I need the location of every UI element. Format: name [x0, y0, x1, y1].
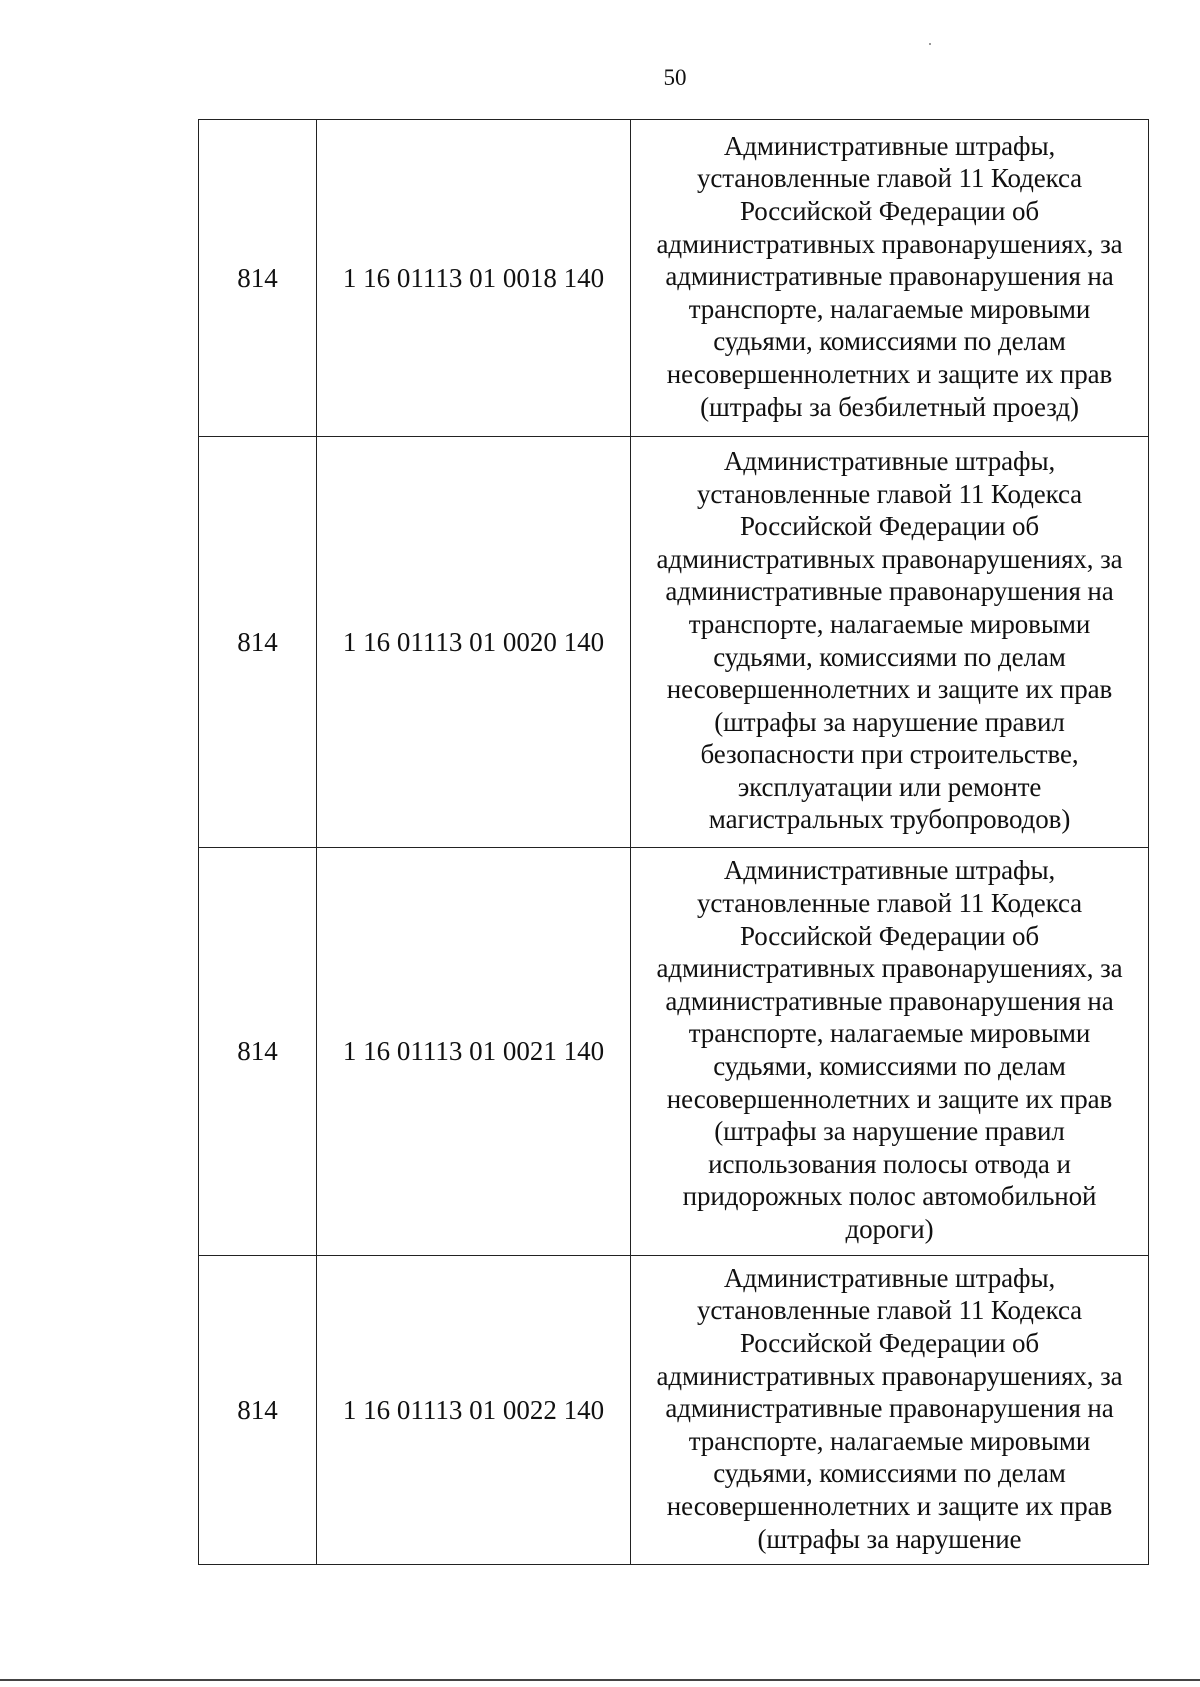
description-line: Российской Федерации об: [739, 511, 1039, 542]
description-line: безопасности при строительстве,: [700, 739, 1079, 770]
bottom-edge-rule: [0, 1679, 1200, 1681]
description-cell: [631, 848, 1149, 1256]
description-line: несовершеннолетних и защите их прав: [666, 1083, 1113, 1114]
description-line: административные правонарушения на: [665, 1393, 1114, 1424]
description-line: несовершеннолетних и защите их прав: [666, 358, 1113, 389]
description-line: придорожных полос автомобильной: [682, 1181, 1097, 1212]
description-line: административных правонарушениях, за: [656, 228, 1123, 259]
admin-code-cell: 814: [199, 437, 317, 848]
fines-table: [198, 119, 1149, 1565]
description-line: Российской Федерации об: [739, 1328, 1039, 1359]
admin-code-cell: 814: [199, 1256, 317, 1565]
description-line: административные правонарушения на: [665, 261, 1114, 292]
scan-speck: [929, 43, 931, 45]
description-line: Российской Федерации об: [739, 196, 1039, 227]
admin-code-cell: 814: [199, 848, 317, 1256]
description-line: судьями, комиссиями по делам: [713, 641, 1066, 672]
description-line: судьями, комиссиями по делам: [713, 326, 1066, 357]
description-line: (штрафы за нарушение правил: [714, 706, 1065, 737]
kbk-code-cell: 1 16 01113 01 0020 140: [317, 437, 631, 848]
description-line: Административные штрафы,: [723, 855, 1056, 886]
description-line: транспорте, налагаемые мировыми: [688, 293, 1091, 324]
description-line: магистральных трубопроводов): [708, 804, 1071, 835]
description-line: административные правонарушения на: [665, 985, 1114, 1016]
page-number: 50: [663, 65, 687, 90]
description-line: несовершеннолетних и защите их прав: [666, 1490, 1113, 1521]
description-text: [631, 440, 1148, 844]
description-line: судьями, комиссиями по делам: [713, 1458, 1066, 1489]
description-line: дороги): [845, 1213, 934, 1244]
description-cell: [631, 437, 1149, 848]
kbk-code-cell: 1 16 01113 01 0018 140: [317, 120, 631, 437]
admin-code-cell: 814: [199, 120, 317, 437]
description-line: административных правонарушениях, за: [656, 543, 1123, 574]
table-row: [199, 848, 1149, 1256]
description-line: использования полосы отвода и: [708, 1148, 1071, 1179]
description-line: судьями, комиссиями по делам: [713, 1051, 1066, 1081]
description-line: Административные штрафы,: [723, 130, 1056, 161]
description-line: административных правонарушениях, за: [656, 953, 1123, 984]
description-line: несовершеннолетних и защите их прав: [666, 674, 1113, 705]
description-line: Российской Федерации об: [739, 920, 1039, 951]
description-line: транспорте, налагаемые мировыми: [688, 608, 1091, 639]
description-line: установленные главой 11 Кодекса: [696, 163, 1083, 194]
description-line: Административные штрафы,: [723, 445, 1056, 476]
description-line: установленные главой 11 Кодекса: [696, 1295, 1083, 1326]
description-line: установленные главой 11 Кодекса: [696, 478, 1083, 509]
description-cell: [631, 120, 1149, 437]
description-line: эксплуатации или ремонте: [737, 771, 1042, 802]
description-line: административные правонарушения на: [665, 576, 1114, 607]
description-line: (штрафы за нарушение: [757, 1523, 1022, 1554]
description-line: установленные главой 11 Кодекса: [696, 888, 1083, 919]
table-row: [199, 1256, 1149, 1565]
kbk-code-cell: 1 16 01113 01 0021 140: [317, 848, 631, 1256]
description-text: [631, 1257, 1148, 1563]
description-text: [631, 125, 1148, 431]
kbk-code-cell: 1 16 01113 01 0022 140: [317, 1256, 631, 1565]
description-line: транспорте, налагаемые мировыми: [688, 1018, 1091, 1049]
description-line: (штрафы за нарушение правил: [714, 1116, 1065, 1147]
description-line: административных правонарушениях, за: [656, 1360, 1123, 1391]
description-line: транспорте, налагаемые мировыми: [688, 1425, 1091, 1456]
table-row: [199, 437, 1149, 848]
description-line: (штрафы за безбилетный проезд): [700, 391, 1079, 422]
description-cell: [631, 1256, 1149, 1565]
description-line: Административные штрафы,: [723, 1262, 1056, 1293]
description-text: [631, 849, 1148, 1253]
table-row: [199, 120, 1149, 437]
